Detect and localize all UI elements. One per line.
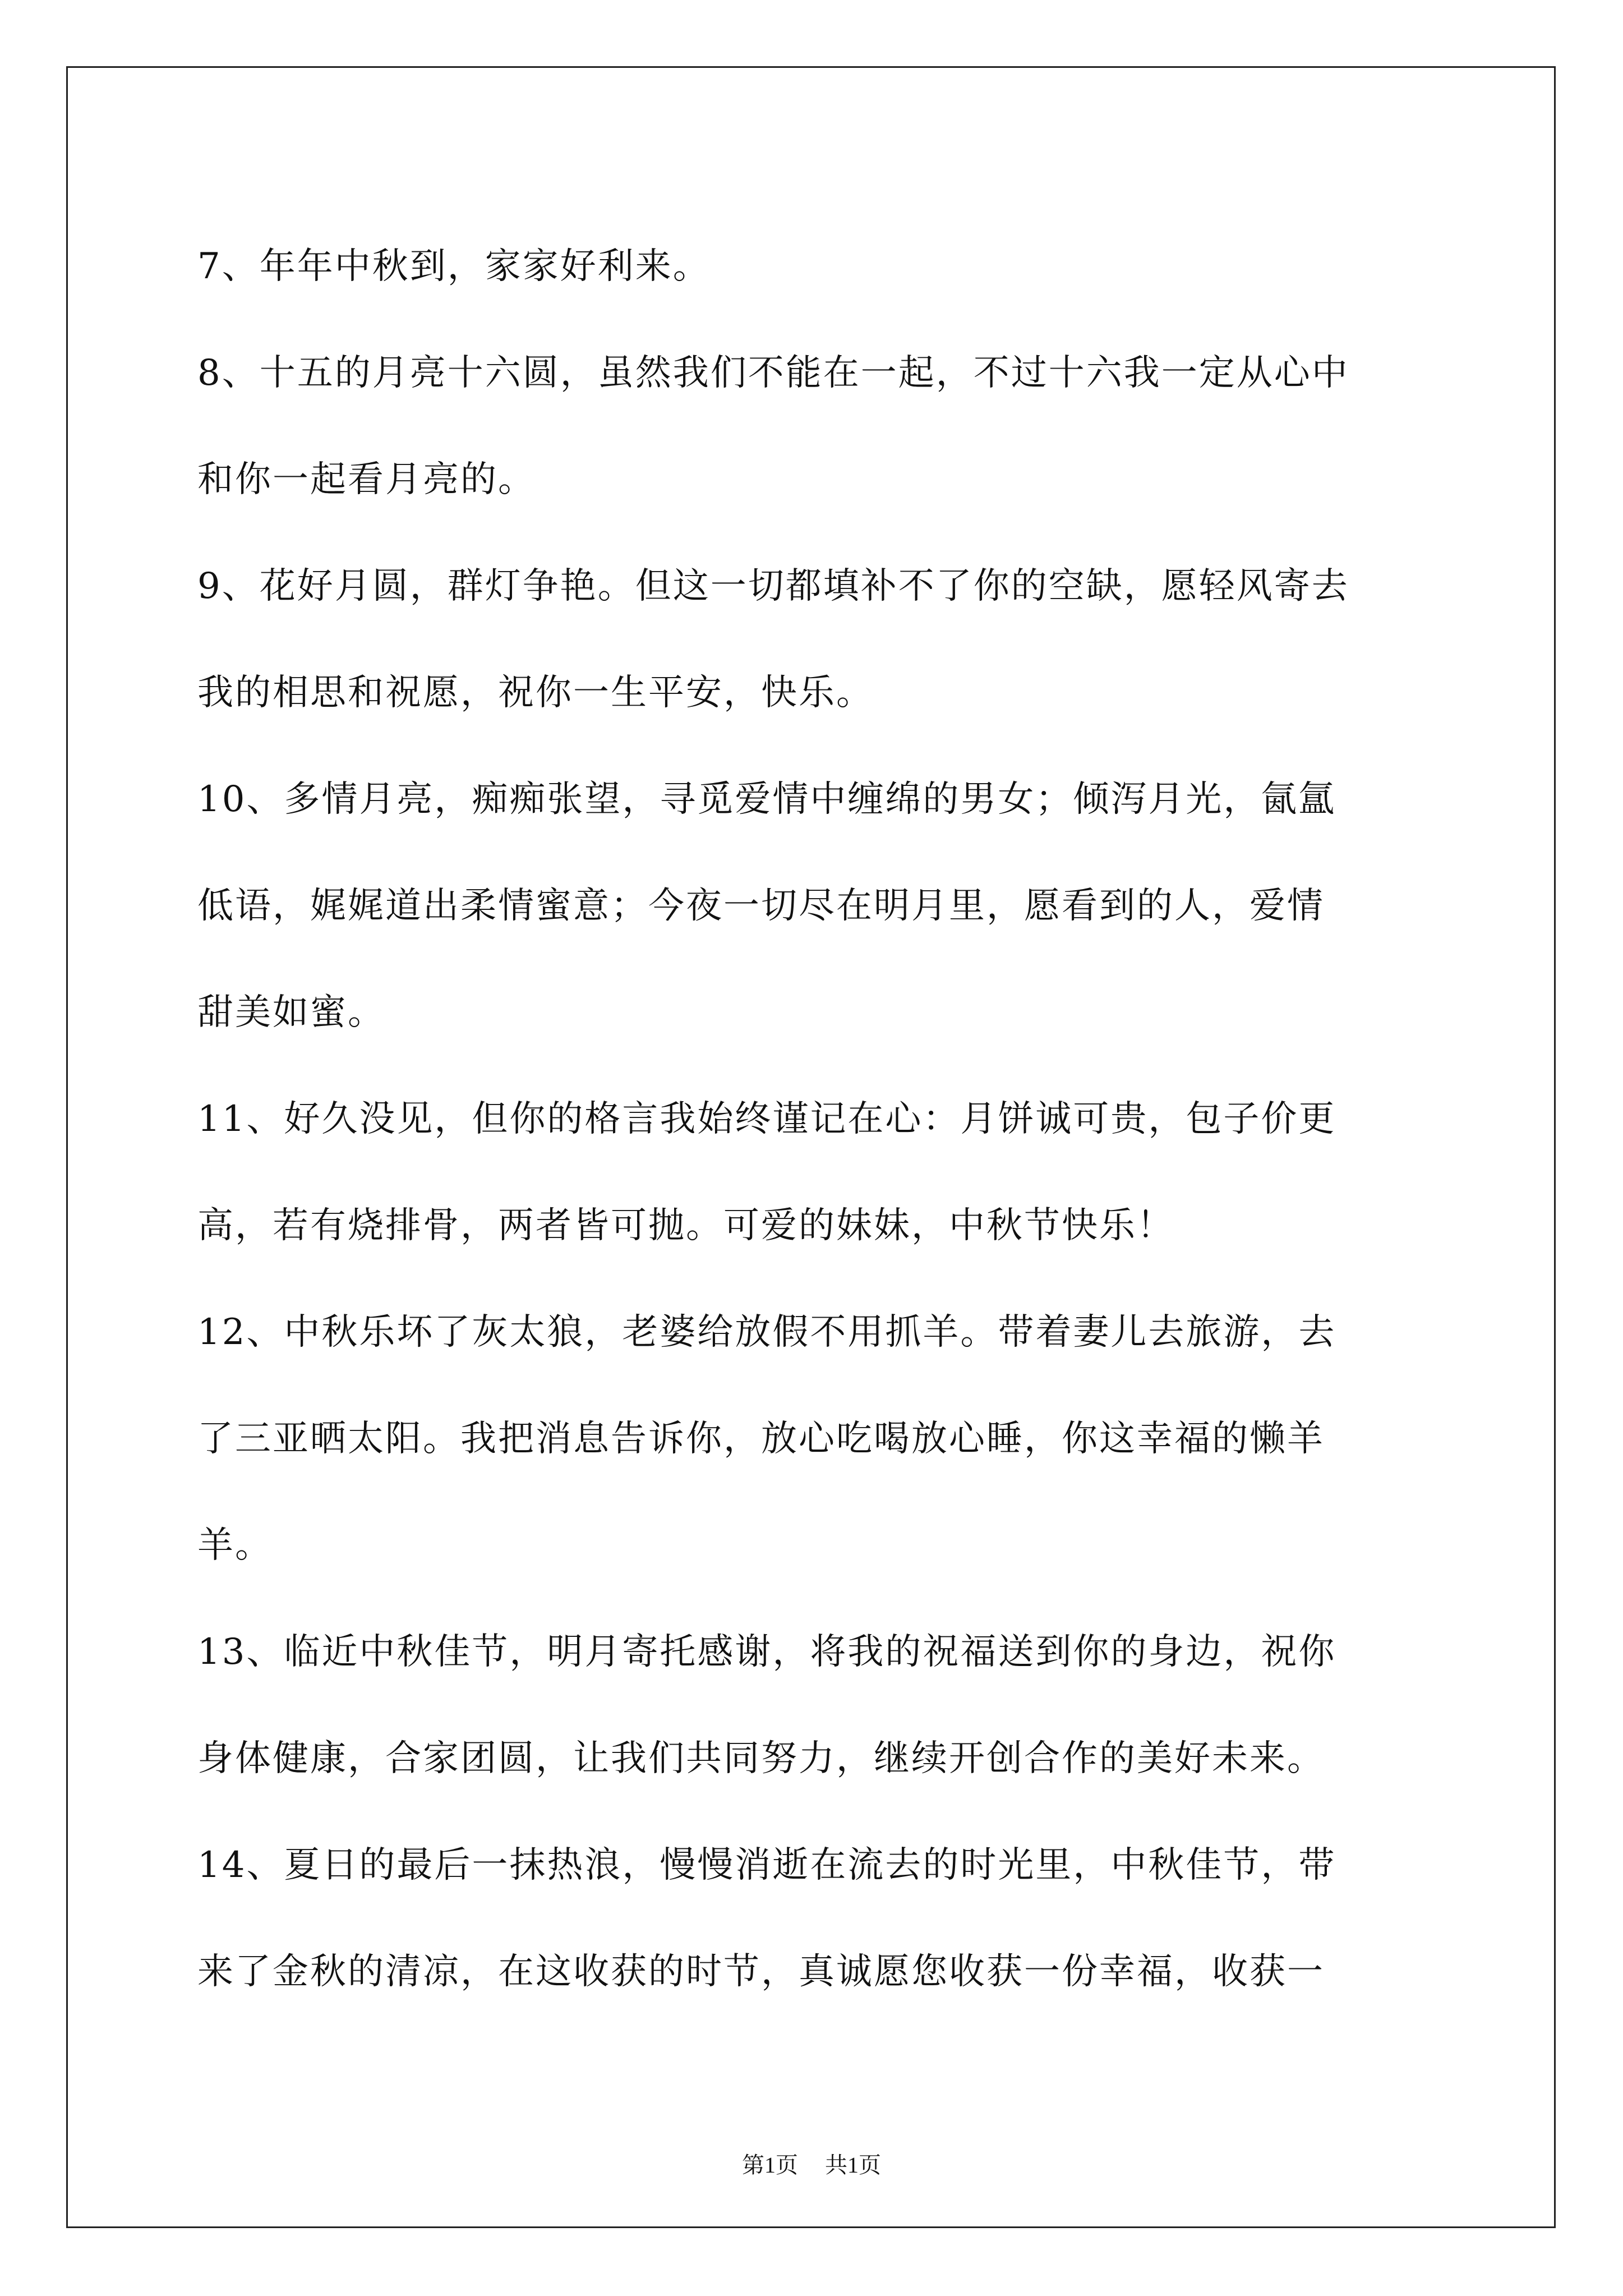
text-line: 来了金秋的清凉，在这收获的时节，真诚愿您收获一份幸福，收获一 [197,1951,1325,1993]
text-line: 9、花好月圆，群灯争艳。但这一切都填补不了你的空缺，愿轻风寄去 [197,565,1349,607]
text-line: 14、夏日的最后一抹热浪，慢慢消逝在流去的时光里，中秋佳节，带 [197,1844,1336,1886]
text-line: 了三亚晒太阳。我把消息告诉你，放心吃喝放心睡，你这幸福的懒羊 [197,1418,1325,1460]
page-number: 第1页 [742,2152,798,2178]
text-line: 我的相思和祝愿，祝你一生平安，快乐。 [197,672,874,714]
page-footer [0,2147,1623,2179]
text-line: 甜美如蜜。 [197,992,385,1033]
text-line: 13、临近中秋佳节，明月寄托感谢，将我的祝福送到你的身边，祝你 [197,1631,1336,1673]
text-line: 羊。 [197,1525,273,1566]
text-line: 高，若有烧排骨，两者皆可抛。可爱的妹妹，中秋节快乐！ [197,1205,1174,1246]
text-line: 7、年年中秋到，家家好利来。 [197,246,711,287]
document-body [197,213,1431,2025]
text-line: 10、多情月亮，痴痴张望，寻觅爱情中缠绵的男女；倾泻月光，氤氲 [197,779,1336,820]
text-line: 11、好久没见，但你的格言我始终谨记在心：月饼诚可贵，包子价更 [197,1098,1336,1140]
text-line: 和你一起看月亮的。 [197,459,536,500]
page-total: 共1页 [825,2152,881,2178]
text-line: 身体健康，合家团圆，让我们共同努力，继续开创合作的美好未来。 [197,1738,1325,1779]
text-line: 8、十五的月亮十六圆，虽然我们不能在一起，不过十六我一定从心中 [197,352,1349,394]
text-line: 12、中秋乐坏了灰太狼，老婆给放假不用抓羊。带着妻儿去旅游，去 [197,1312,1336,1353]
text-line: 低语，娓娓道出柔情蜜意；今夜一切尽在明月里，愿看到的人，爱情 [197,885,1325,927]
